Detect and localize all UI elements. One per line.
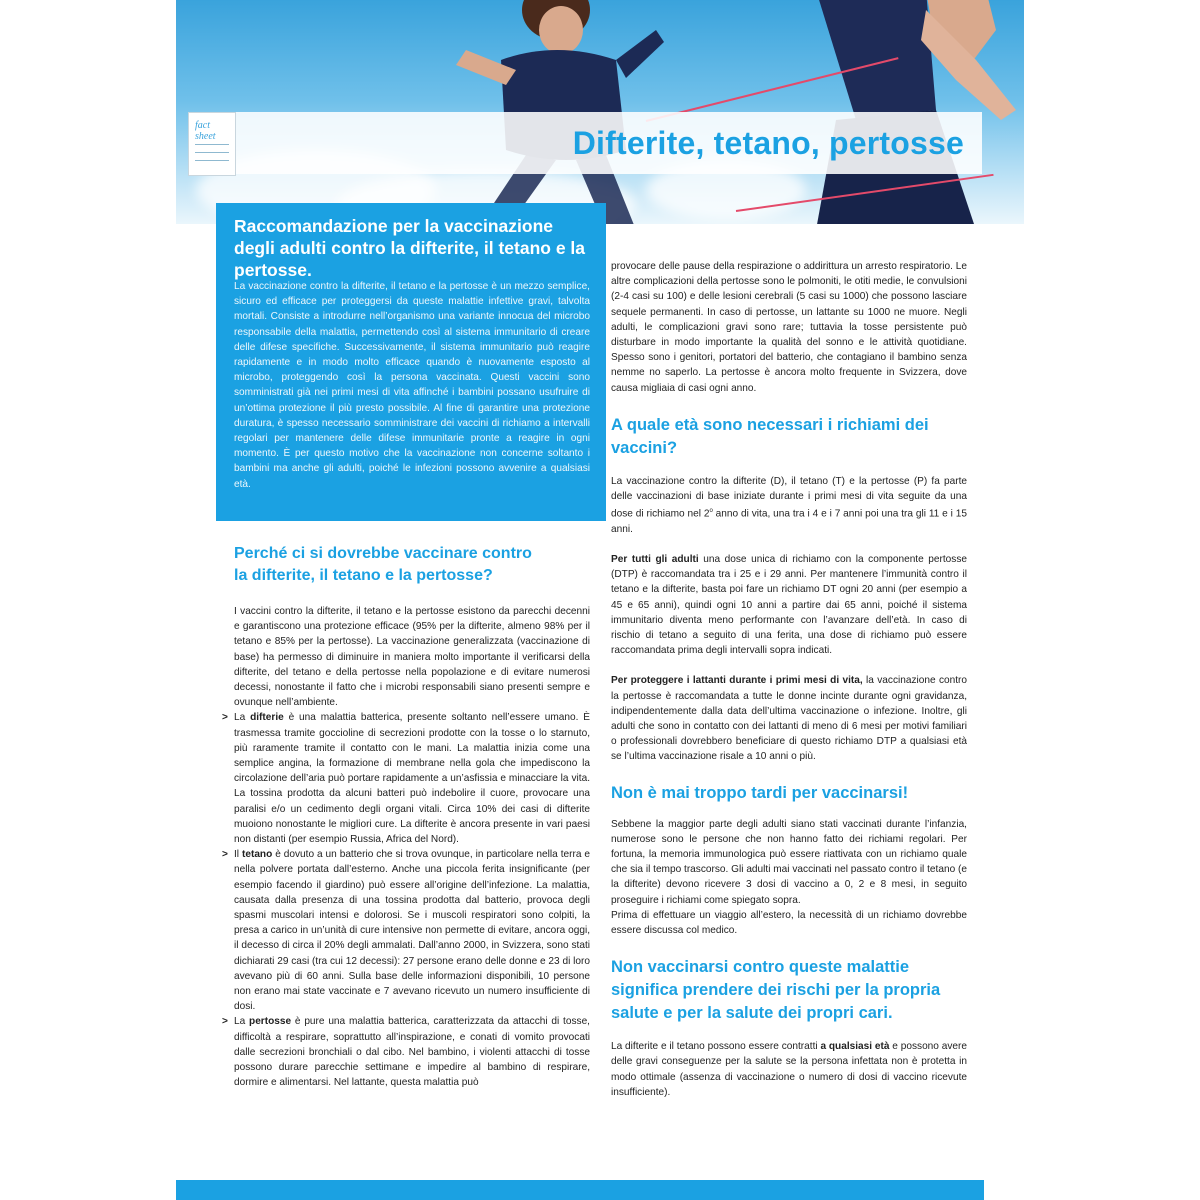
bullet-text-pre: La (234, 712, 251, 724)
why-heading (234, 543, 590, 587)
why-intro: I vaccini contro la difterite, il tetano e la pertosse esistono da parecchi decenni e garantiscono una protezione efficace (95% per la difterite, almeno 98% per il tetano e 85% per la pertosse). La vaccinazione generalizzata (vaccinazione di base) ha permesso di diminuire in maniera molto importante il verificarsi della difterite, del tetano e della pertosse nella popolazione e di evitare numerosi decessi, nonostante il fatto che i microbi responsabili siano presenti sempre e ovunque nell’ambiente. (234, 606, 590, 709)
bullet-text-rest: è dovuto a un batterio che si trova ovunque, in particolare nella terra e nella polvere portata dall’esterno. Anche una piccola ferita insignificante (per esempio facendo il giardino) può essere all’origine dell’infezione. La malattia, causata dalla presenza di una tossina prodotta dal batterio, provoca degli spasmi muscolari intensi e dolorosi. Se i muscoli respiratori sono colpiti, la presa a carico in un’unità di cure intensive non permette di evitare, ancora oggi, il decesso di circa il 20% degli ammalati. Dall’anno 2000, in Svizzera, sono stati dichiarati 29 casi (tra cui 12 decessi): 27 persone erano delle donne e 23 di loro avevano più di 60 anni. Sulla base delle informazioni disponibili, 10 persone non erano mai state vaccinate e 7 avevano ricevuto un numero insufficiente di dosi. (234, 849, 590, 1013)
recommendation-box (216, 203, 606, 521)
bullet-text-pre: Il (234, 849, 242, 861)
recommendation-heading: Raccomandazione per la vaccinazione degli adulti contro la difterite, il tetano e la pertosse. (234, 216, 586, 280)
infants-bold: Per proteggere i lattanti durante i primi mesi di vita, (611, 675, 863, 687)
adults-bold: Per tutti gli adulti (611, 554, 699, 565)
why-heading-line2: la difterite, il tetano e la pertosse? (234, 567, 493, 584)
left-column (234, 543, 590, 1091)
lines-decoration (195, 144, 229, 169)
age-p1-text-end: anno di vita, una tra i 4 e i 7 anni poi una tra gli 11 e i 15 anni. (611, 508, 968, 535)
bullet-text-rest: è pure una malattia batterica, caratterizzata da attacchi di tosse, difficoltà a respirare, soprattutto all’inspirazione, e conati di vomito provocati dalle secrezioni bronchiali o dal cibo. Nel bambino, i violenti attacchi di tosse possono durare parecchie settimane e impedire al bambino di respirare, dormire e alimentarsi. Nel lattante, questa malattia può (234, 1016, 590, 1089)
page-title: Difterite, tetano, pertosse (572, 125, 964, 161)
list-item-diphtheria (222, 710, 590, 847)
age-p2-text: una dose unica di richiamo con la componente pertosse (DTP) è raccomandata tra i 25 e i 29 anni. Per mantenere l’immunità contro il tetano e la difterite, basta poi fare un richiamo DT ogni 20 anni (per esempio a 45 e 65 anni), quindi ogni 10 anni a partire dai 65 anni, poiché il sistema immunitario diventa meno performante con l’avanzare dell’età. In caso di rischio di tetano a seguito di una ferita, una dose di richiamo può essere raccomandata prima degli intervalli sopra indicati. (611, 554, 967, 657)
fact-sheet-label-line1: fact (195, 120, 210, 131)
bullet-bold-term: pertosse (249, 1016, 292, 1028)
title-bar (236, 112, 982, 174)
age-paragraph-3 (611, 673, 967, 764)
risk-heading: Non vaccinarsi contro queste malattie significa prendere dei rischi per la propria salute e per la salute dei propri cari. (611, 958, 941, 1023)
age-p3-text: la vaccinazione contro la pertosse è raccomandata a tutte le donne incinte durante ogni gravidanza, indipendentemente dalla data dell’ultima vaccinazione o infezione. Inoltre, gli adulti che sono in contatto con dei lattanti di meno di 6 mesi per motivi familiari o professionali dovrebbero beneficiare di questo richiamo DTP a qualsiasi età se l’ultima vaccinazione risale a 10 anni o più. (611, 675, 967, 763)
age-p1-text: La vaccinazione contro la difterite (D), il tetano (T) e la pertosse (P) fa parte delle vaccinazioni di base iniziate durante i primi mesi di vita seguite da una dose di richiamo nel 2 (611, 475, 967, 520)
bullet-text-pre: La (234, 1016, 250, 1028)
risk-text-start: La difterite e il tetano possono essere contratti (611, 1041, 821, 1053)
fact-sheet-label-line2: sheet (195, 131, 216, 142)
risk-text-end: e possono avere delle gravi conseguenze per la salute se la persona infettata non è protetta in modo ottimale (assenza di vaccinazione o numero di dosi di vaccino ricevute insufficiente). (611, 1041, 967, 1098)
any-age-bold: a qualsiasi età (820, 1041, 890, 1053)
footer-bar (176, 1180, 984, 1200)
ordinal-superscript: o (709, 508, 713, 515)
recommendation-body: La vaccinazione contro la difterite, il tetano e la pertosse è un mezzo semplice, sicuro ed efficace per proteggersi da queste malattie infettive gravi, talvolta mortali. Consiste a introdurre nell’organismo una variante innocua del microbo responsabile della malattia, permettendo così al sistema immunitario di creare delle difese specifiche. Successivamente, il sistema immunitario può reagire rapidamente e in modo molto efficace quando è nuovamente esposto al microbo, proteggendo così la persona vaccinata. Questi vaccini sono somministrati già nei primi mesi di vita affinché i bambini possano usufruire di un’ottima protezione il più presto possibile. Al fine di garantire una protezione duratura, è spesso necessario somministrare dei vaccini di richiamo a intervalli regolari per mantenere delle difese immunitarie pronte a reagire in ogni momento. È per questo motivo che la vaccinazione non concerne soltanto i bambini ma anche gli adulti, poiché le infezioni possono avvenire a qualsiasi età. (234, 281, 590, 490)
age-paragraph-2 (611, 552, 967, 658)
right-column (611, 259, 967, 1100)
pertussis-continuation: provocare delle pause della respirazione o addirittura un arresto respiratorio. Le altre complicazioni della pertosse sono le polmoniti, le otiti medie, le convulsioni (2-4 casi su 100) e delle lesioni cerebrali (5 casi su 1000) che possono lasciare sequele permanenti. In caso di pertosse, un lattante su 1000 ne muore. Negli adulti, le complicazioni gravi sono rare; tuttavia la tosse persistente può disturbare in modo importante la qualità del sonno e le attività quotidiane. Spesso sono i genitori, portatori del batterio, che contagiano il bambino senza nemme no saperlo. La pertosse è ancora molto frequente in Svizzera, dove causa migliaia di casi ogni anno. (611, 261, 967, 394)
never-too-late-heading: Non è mai troppo tardi per vaccinarsi! (611, 783, 909, 802)
bullet-bold-term: difterie (250, 712, 284, 724)
late-paragraph-2: Prima di effettuare un viaggio all’estero, la necessità di un richiamo dovrebbe essere discussa col medico. (611, 909, 967, 937)
bullet-bold-term: tetano (241, 849, 273, 861)
disease-list (234, 710, 590, 1090)
age-paragraph-1 (611, 474, 967, 537)
list-item-pertussis (222, 1014, 590, 1090)
fact-sheet-badge (188, 112, 236, 176)
age-heading: A quale età sono necessari i richiami dei vaccini? (611, 415, 929, 457)
why-heading-line1: Perché ci si dovrebbe vaccinare contro (234, 545, 532, 562)
list-item-tetanus (222, 847, 590, 1014)
risk-paragraph (611, 1039, 967, 1100)
late-paragraph-1: Sebbene la maggior parte degli adulti siano stati vaccinati durante l’infanzia, numerose sono le persone che non hanno fatto dei richiami regolari. Per fortuna, la memoria immunologica può essere riattivata con un richiamo quale che sia il tempo trascorso. Gli adulti mai vaccinati nel passato contro il tetano (e la difterite) devono ricevere 3 dosi di vaccino a 0, 2 e 8 mesi, in seguito proseguire i richiami come spiegato sopra. (611, 818, 967, 906)
bullet-text-rest: è una malattia batterica, presente soltanto nell’essere umano. È trasmessa tramite goccioline di secrezioni prodotte con la tosse o lo starnuto, più raramente tramite il contatto con le mani. La malattia inizia come una semplice angina, la formazione di membrane nella gola che impediscono la circolazione dell’aria può portare rapidamente a un’asfissia e minacciare la vita. La tossina prodotta da alcuni batteri può indebolire il cuore, provocare una paralisi e/o un cedimento degli organi vitali. Circa 10% dei casi di difterite muoiono nonostante le migliori cure. La difterite è ancora presente in vari paesi non distanti (per esempio Russia, Africa del Nord). (234, 712, 590, 846)
